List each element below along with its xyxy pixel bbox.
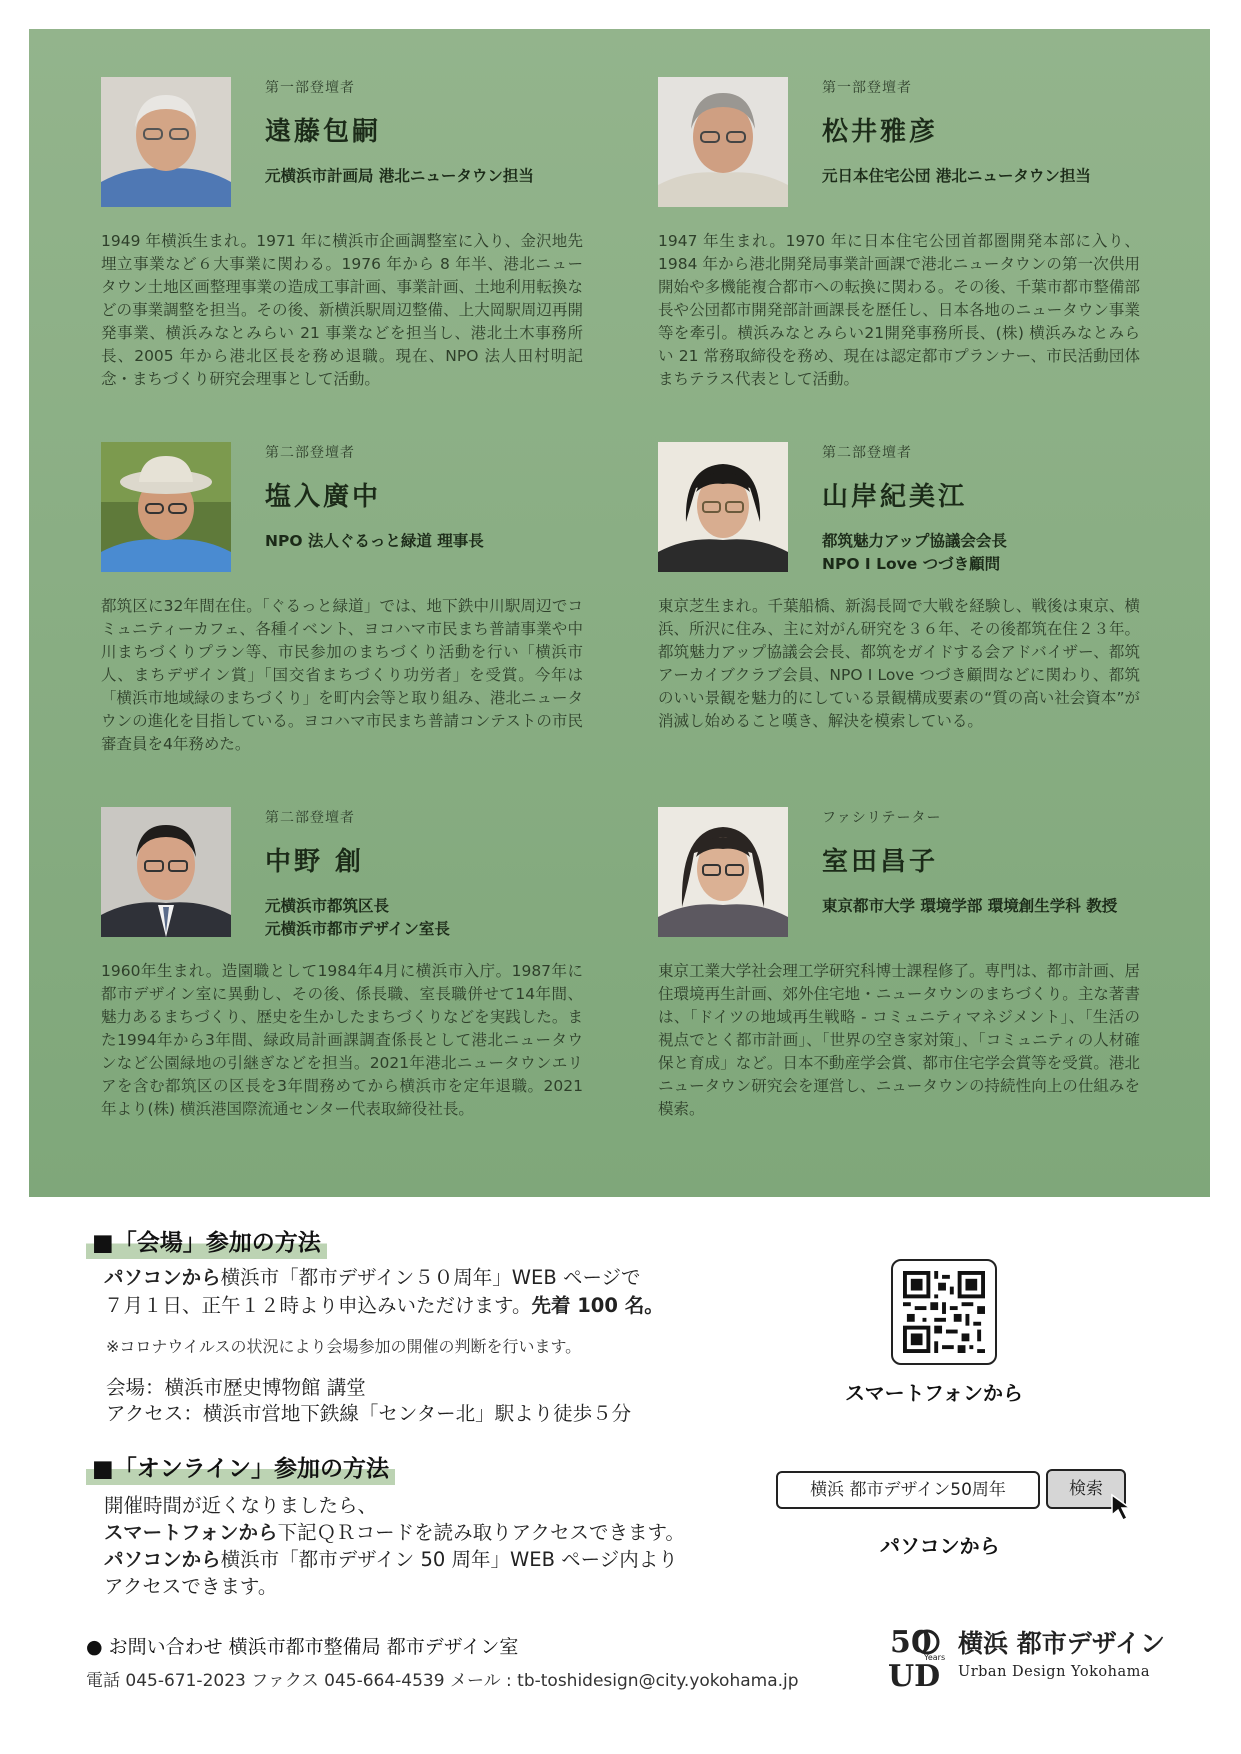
online-line-4: アクセスできます。 [104, 1575, 278, 1598]
affiliation-line: 元横浜市都市デザイン室長 [265, 920, 450, 938]
speaker-bio: 1960年生まれ。造園職として1984年4月に横浜市入庁。1987年に都市デザイン室に異動し、その後、係長職、室長職併せて14年間、魅力あるまちづくり、歴史を生かしたまちづくりなどを実践した。また1994年から3年間、緑政局計画課調査係長として港北ニュータウンなど公園緑地の引継ぎなどを担当。2021年港北ニュータウンエリアを含む都筑区の区長を3年間務めてから横浜市を定年退職。2021年より(株) 横浜港国際流通センター代表取締役社長。 [101, 962, 583, 1118]
speaker-name: 室田昌子 [822, 847, 939, 877]
online-line-2 [104, 1519, 685, 1546]
logo-mark-top: 50 [890, 1625, 932, 1660]
affiliation-line: NPO 法人ぐるっと緑道 理事長 [265, 532, 484, 550]
venue-access: アクセス：横浜市営地下鉄線「センター北」駅より徒歩５分 [106, 1402, 632, 1425]
speaker-affiliation [822, 165, 1091, 188]
speakers-panel [29, 29, 1210, 1197]
online-line-1: 開催時間が近くなりましたら、 [104, 1494, 378, 1517]
speaker-bio: 東京工業大学社会理工学研究科博士課程修了。専門は、都市計画、居住環境再生計画、郊外住宅地・ニュータウンのまちづくり。主な著書は、「ドイツの地域再生戦略 - コミュニティマネジメント」、「生活の視点でとく都市計画」、「世界の空き家対策」、「コミュニティの人材確保と育成」など。日本不動産学会賞、都市住宅学会賞等を受賞。港北ニュータウン研究会を運営し、ニュータウンの持続性向上の仕組みを模索。 [658, 962, 1140, 1118]
speaker-card [101, 77, 621, 397]
speaker-photo [658, 807, 788, 937]
speaker-card [658, 77, 1178, 397]
pc-label: パソコンから [880, 1534, 1000, 1558]
speaker-role: ファシリテーター [822, 810, 942, 826]
speaker-card [658, 442, 1178, 762]
venue-line-1 [104, 1264, 641, 1291]
smartphone-label: スマートフォンから [845, 1381, 1023, 1405]
speaker-role: 第二部登壇者 [265, 810, 355, 826]
speaker-card [101, 442, 621, 762]
affiliation-line: NPO I Love つづき顧問 [822, 555, 1001, 573]
online-line-2-bold: スマートフォンから [104, 1521, 278, 1544]
cursor-icon [1110, 1493, 1138, 1527]
speaker-photo [658, 77, 788, 207]
speaker-bio: 東京芝生まれ。千葉船橋、新潟長岡で大戦を経験し、戦後は東京、横浜、所沢に住み、主に対がん研究を３６年、その後都筑在住２３年。都筑魅力アップ協議会会長、都筑をガイドする会アドバイザー、都筑アーカイブクラブ会員、NPO I Love つづき顧問などに関わり、都筑のいい景観を魅力的にしている景観構成要素の“質の高い社会資本”が消滅し始めること嘆き、解決を模索している。 [658, 597, 1140, 730]
venue-heading: ■「会場」参加の方法 [86, 1224, 327, 1259]
speaker-affiliation [265, 530, 484, 553]
speaker-bio: 1949 年横浜生まれ。1971 年に横浜市企画調整室に入り、金沢地先埋立事業など６大事業に関わる。1976 年から 8 年半、港北ニュータウン土地区画整理事業の造成工事計画、事業計画、土地利用転換などの事業調整を担当。その後、新横浜駅周辺整備、上大岡駅周辺再開発事業、横浜みなとみらい 21 事業などを担当し、港北土木事務所長、2005 年から港北区長を務め退職。現在、NPO 法人田村明記念・まちづくり研究会理事として活動。 [101, 232, 583, 388]
search-input[interactable]: 横浜 都市デザイン50周年 [776, 1471, 1040, 1509]
speaker-role: 第一部登壇者 [822, 80, 912, 96]
speaker-name: 松井雅彦 [822, 117, 939, 147]
speaker-affiliation [265, 165, 534, 188]
speaker-bio: 都筑区に32年間在住。「ぐるっと緑道」では、地下鉄中川駅周辺でコミュニティーカフェ、各種イベント、ヨコハマ市民まち普請事業や中川まちづくりプラン等、市民参加のまちづくり活動を行い「横浜市人、まちデザイン賞」「国交省まちづくり功労者」を受賞。今年は「横浜市地域緑のまちづくり」を町内会等と取り組み、港北ニュータウンの進化を目指している。ヨコハマ市民まち普請コンテストの市民審査員を4年務めた。 [101, 597, 583, 753]
speaker-photo [101, 442, 231, 572]
online-line-3-bold: パソコンから [104, 1548, 221, 1571]
speaker-bio: 1947 年生まれ。1970 年に日本住宅公団首都圏開発本部に入り、1984 年から港北開発局事業計画課で港北ニュータウンの第一次供用開始や多機能複合都市への転換に関わる。その後、千葉市都市整備部長や公団都市開発部計画課長を歴任し、日本各地のニュータウン事業等を牽引。横浜みなとみらい21開発事務所長、(株) 横浜みなとみらい 21 常務取締役を務め、現在は認定都市プランナー、市民活動団体まちテラス代表として活動。 [658, 232, 1140, 388]
affiliation-line: 元横浜市計画局 港北ニュータウン担当 [265, 167, 534, 185]
speaker-role: 第一部登壇者 [265, 80, 355, 96]
speaker-card [101, 807, 621, 1167]
online-heading: ■「オンライン」参加の方法 [86, 1450, 395, 1485]
affiliation-line: 元横浜市都筑区長 [265, 897, 390, 915]
speaker-affiliation [822, 895, 1117, 918]
speaker-photo [658, 442, 788, 572]
speaker-affiliation [265, 895, 450, 941]
affiliation-line: 元日本住宅公団 港北ニュータウン担当 [822, 167, 1091, 185]
online-line-3 [104, 1546, 678, 1573]
contact-title: ● お問い合わせ 横浜市都市整備局 都市デザイン室 [86, 1636, 519, 1658]
speaker-photo [101, 77, 231, 207]
speaker-role: 第二部登壇者 [265, 445, 355, 461]
speaker-role: 第二部登壇者 [822, 445, 912, 461]
ud50-logo-icon [888, 1622, 950, 1690]
speaker-affiliation [822, 530, 1007, 576]
speaker-name: 山岸紀美江 [822, 482, 968, 512]
logo-english: Urban Design Yokohama [958, 1664, 1150, 1680]
speaker-photo [101, 807, 231, 937]
logo-mark-bottom: UD [888, 1659, 941, 1690]
online-line-2-rest: 下記ＱＲコードを読み取りアクセスできます。 [277, 1521, 685, 1544]
affiliation-line: 東京都市大学 環境学部 環境創生学科 教授 [822, 897, 1118, 915]
logo-japanese: 横浜 都市デザイン [958, 1629, 1165, 1658]
speaker-card [658, 807, 1178, 1167]
speaker-name: 塩入廣中 [265, 482, 382, 512]
venue-line-2 [104, 1292, 664, 1319]
venue-line-2-text: ７月１日、正午１２時より申込みいただけます。 [104, 1294, 532, 1317]
online-line-3-rest: 横浜市「都市デザイン 50 周年」WEB ページ内より [220, 1548, 678, 1571]
venue-line-1-bold: パソコンから [104, 1266, 221, 1289]
venue-note: ※コロナウイルスの状況により会場参加の開催の判断を行います。 [106, 1337, 582, 1356]
affiliation-line: 都筑魅力アップ協議会会長 [822, 532, 1007, 550]
search-button[interactable]: 検索 [1046, 1469, 1126, 1509]
logo-mark-years: Years [924, 1653, 946, 1662]
contact-details: 電話 045-671-2023 ファクス 045-664-4539 メール : tb-toshidesign@city.yokohama.jp [86, 1671, 799, 1691]
venue-capacity: 先着 100 名。 [531, 1294, 664, 1317]
speaker-name: 中野 創 [265, 847, 365, 877]
speaker-name: 遠藤包嗣 [265, 117, 382, 147]
venue-line-1-rest: 横浜市「都市デザイン５０周年」WEB ページで [220, 1266, 641, 1289]
qr-code-icon[interactable] [891, 1259, 997, 1365]
venue-place: 会場：横浜市歴史博物館 講堂 [106, 1376, 366, 1399]
